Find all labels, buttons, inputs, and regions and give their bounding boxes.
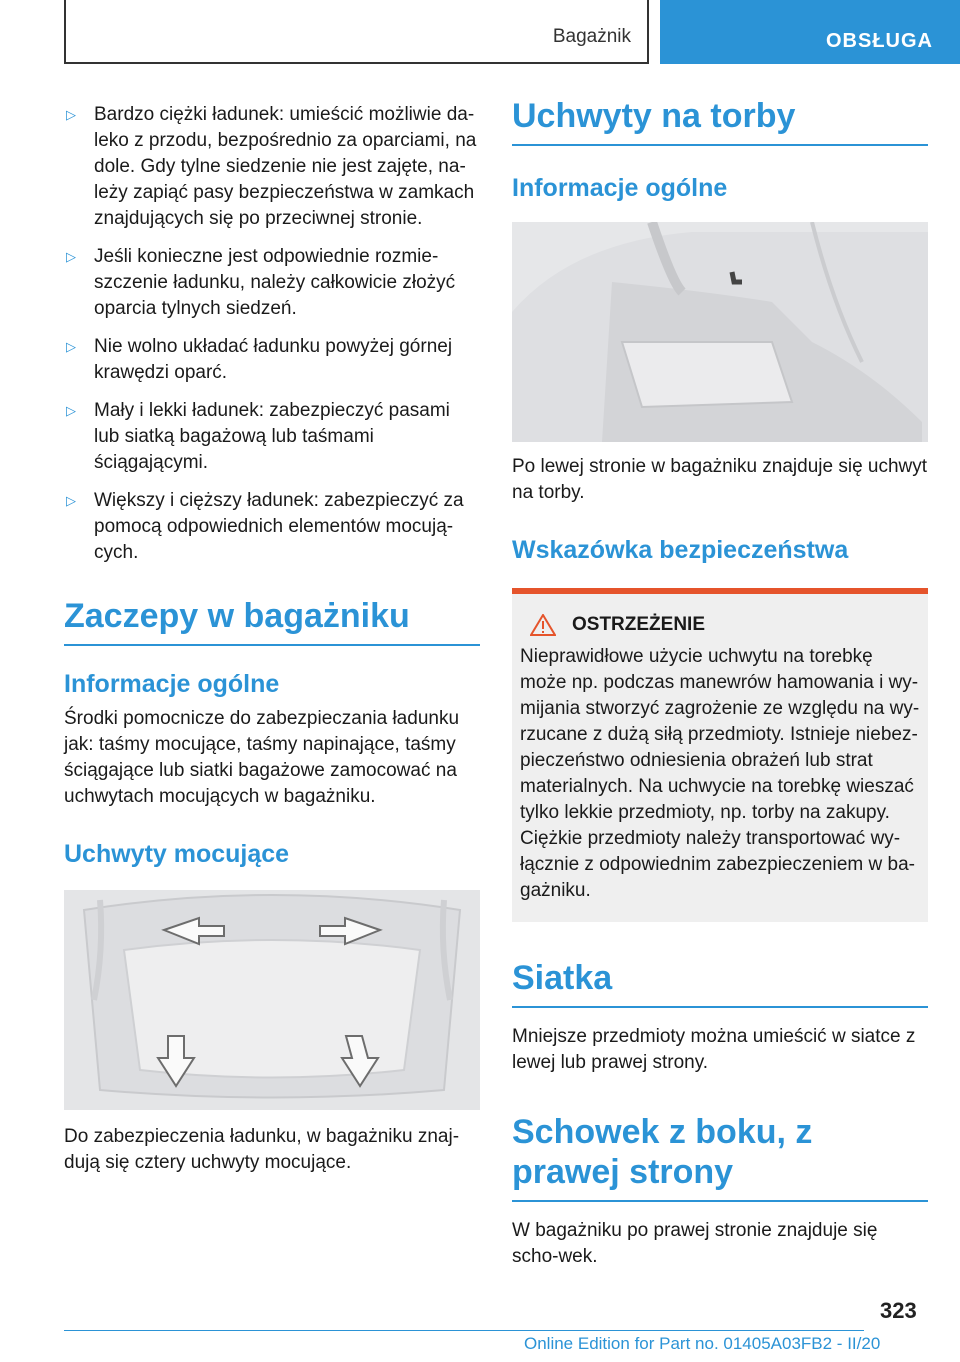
bullet-triangle-icon: ▷: [66, 339, 76, 354]
heading-anchors: Uchwyty mocujące: [64, 840, 290, 868]
heading-cargo-anchors: Zaczepy w bagażniku: [64, 596, 480, 646]
paragraph-side-compartment: W bagażniku po prawej stronie znajduje się scho-wek.: [512, 1220, 878, 1267]
warning-box: [512, 588, 928, 922]
page-number: 323: [880, 1298, 917, 1323]
list-item: ▷ Większy i cięższy ładunek: zabezpieczyć za pomocą odpowiednich elementów mocują-cych.: [66, 490, 464, 563]
bullet-list: [64, 102, 480, 566]
chapter-tab: [660, 0, 960, 64]
list-item: ▷ Jeśli konieczne jest odpowiednie rozmie-szczenie ładunku, należy całkowicie złożyć oparcia tylnych siedzeń.: [66, 246, 456, 319]
list-item: ▷ Nie wolno układać ładunku powyżej górnej krawędzi oparć.: [66, 336, 453, 383]
heading-safety: Wskazówka bezpieczeństwa: [512, 536, 849, 564]
paragraph-anchors: Do zabezpieczenia ładunku, w bagażniku znaj-dują się cztery uchwyty mocujące.: [64, 1126, 460, 1173]
bag-hook-image: [512, 222, 928, 442]
warning-text: Nieprawidłowe użycie uchwytu na torebkę może np. podczas manewrów hamowania i wy-mijania stworzyć zagrożenie ze względu na wy-rzucane z dużą siłą przedmioty. Istnieje niebez-pieczeństwo odniesienia obrażeń lub strat materialnych. Na uchwycie na torebkę wieszać tylko lekkie przedmioty, np. torby na zakupy. Ciężkie przedmioty należy transportować wy-łącznie z odpowiednim zabezpieczeniem w ba-gażniku.: [520, 646, 920, 901]
bullet-triangle-icon: ▷: [66, 493, 76, 508]
section-title: Bagażnik: [552, 26, 631, 47]
warning-title: OSTRZEŻENIE: [572, 614, 706, 635]
list-item: ▷ Mały i lekki ładunek: zabezpieczyć pasami lub siatką bagażową lub taśmami ściągającymi.: [66, 400, 450, 473]
heading-general-info-right: Informacje ogólne: [512, 174, 728, 202]
chapter-title: OBSŁUGA: [826, 30, 933, 52]
paragraph-net: Mniejsze przedmioty można umieścić w siatce z lewej lub prawej strony.: [512, 1026, 916, 1073]
right-column: [512, 96, 928, 1270]
bag-hook-illustration: [512, 222, 928, 442]
bullet-triangle-icon: ▷: [66, 107, 76, 122]
heading-side-compartment: Schowek z boku, z prawej strony: [512, 1112, 928, 1202]
paragraph-general-info: Środki pomocnicze do zabezpieczania ładunku jak: taśmy mocujące, taśmy napinające, taśmy ściągające lub siatki bagażowe zamocować na uchwytach mocujących w bagażniku.: [64, 708, 460, 807]
list-item: ▷ Bardzo ciężki ładunek: umieścić możliwie da-leko z przodu, bezpośrednio za oparciami, na dole. Gdy tylne siedzenie nie jest zajęte, na-leży zapiąć pasy bezpieczeństwa w zamkach znajdujących się po przeciwnej stronie.: [66, 104, 477, 229]
left-column: [64, 96, 480, 1176]
warning-triangle-icon: [530, 614, 556, 636]
bullet-triangle-icon: ▷: [66, 403, 76, 418]
heading-bag-hooks: Uchwyty na torby: [512, 96, 928, 146]
footer-divider: [64, 1330, 864, 1331]
edition-note: Online Edition for Part no. 01405A03FB2 - II/20: [524, 1334, 881, 1353]
trunk-illustration: [64, 890, 480, 1110]
paragraph-bag-hooks: Po lewej stronie w bagażniku znajduje się uchwyt na torby.: [512, 456, 928, 503]
heading-net: Siatka: [512, 958, 928, 1008]
trunk-anchors-image: [64, 890, 480, 1110]
bullet-triangle-icon: ▷: [66, 249, 76, 264]
heading-general-info: Informacje ogólne: [64, 670, 280, 698]
header-section-box: [64, 0, 649, 64]
